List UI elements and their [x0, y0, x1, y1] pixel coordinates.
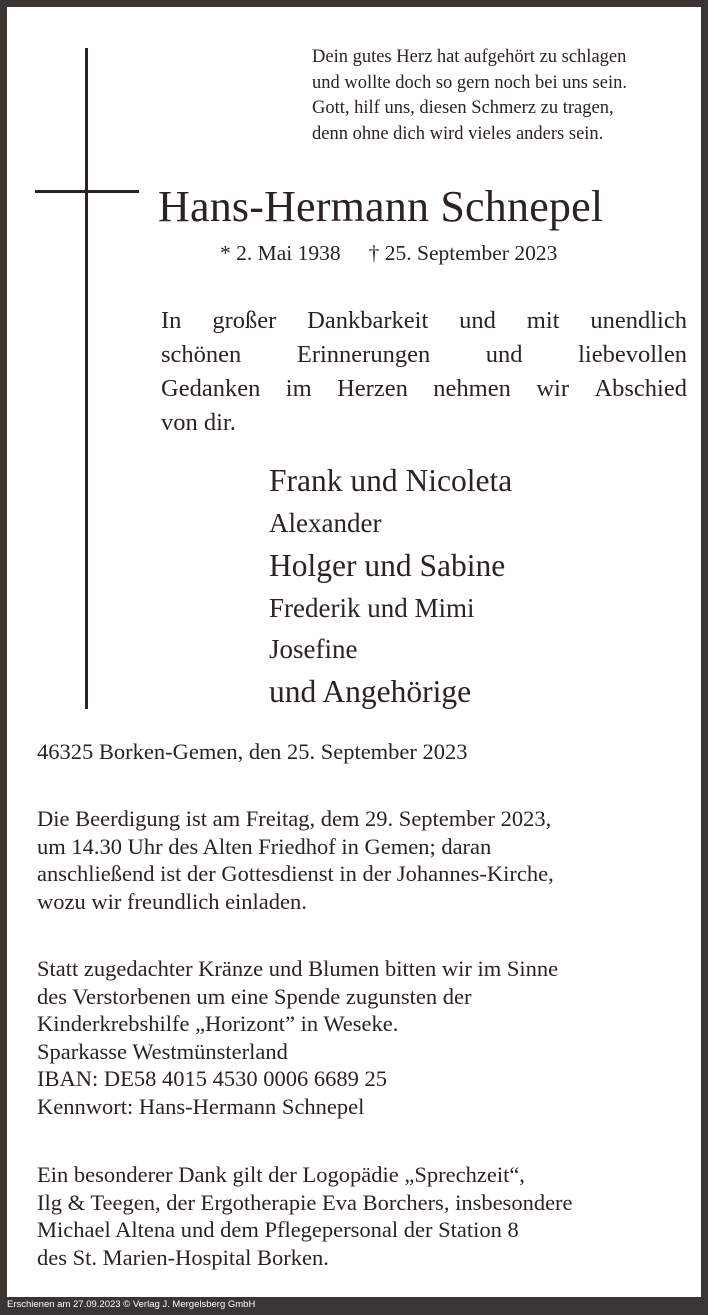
word: wir: [536, 375, 569, 402]
thanks-line: des St. Marien-Hospital Borken.: [37, 1244, 329, 1270]
donation-line: Kinderkrebshilfe „Horizont” in Weseke.: [37, 1011, 399, 1036]
deceased-name: Hans-Hermann Schnepel: [158, 182, 604, 231]
poem-line: Gott, hilf uns, diesen Schmerz zu tragen,: [312, 98, 614, 118]
word: unendlich: [590, 307, 687, 334]
family-member: Alexander: [269, 508, 382, 538]
word: In: [161, 307, 182, 334]
family-member: Holger und Sabine: [269, 548, 506, 583]
cross-icon-vertical-bar: [85, 48, 88, 709]
birth-date: * 2. Mai 1938: [220, 241, 341, 265]
poem-line: Dein gutes Herz hat aufgehört zu schlagen: [312, 47, 627, 67]
family-member: Josefine: [269, 634, 358, 664]
word: schönen: [161, 341, 242, 368]
word: Gedanken: [161, 375, 261, 402]
farewell-line: [161, 304, 687, 338]
funeral-line: um 14.30 Uhr des Alten Friedhof in Gemen; daran: [37, 833, 492, 859]
obituary-notice: [7, 7, 701, 1297]
word: Herzen: [337, 375, 408, 402]
family-member: Frank und Nicoleta: [269, 463, 513, 498]
word: Abschied: [594, 375, 687, 402]
poem-line: denn ohne dich wird vieles anders sein.: [312, 123, 604, 144]
farewell-line: [161, 372, 687, 406]
funeral-line: wozu wir freundlich einladen.: [37, 888, 307, 914]
family-member: und Angehörige: [269, 674, 472, 709]
funeral-line: Die Beerdigung ist am Freitag, dem 29. September 2023,: [37, 806, 552, 831]
farewell-line: [161, 338, 687, 372]
family-member: Frederik und Mimi: [269, 593, 475, 623]
life-dates: [220, 241, 557, 266]
word: großer: [212, 307, 277, 334]
donation-line: Kennwort: Hans-Hermann Schnepel: [37, 1093, 365, 1119]
place-and-date: 46325 Borken-Gemen, den 25. September 2023: [37, 739, 468, 764]
thanks-line: Michael Altena und dem Pflegepersonal der Station 8: [37, 1217, 519, 1242]
donation-line: IBAN: DE58 4015 4530 0006 6689 25: [37, 1066, 387, 1091]
donation-line: Sparkasse Westmünsterland: [37, 1038, 288, 1064]
word: im: [285, 375, 312, 402]
funeral-line: anschließend ist der Gottesdienst in der Johannes-Kirche,: [37, 861, 554, 886]
word: Dankbarkeit: [307, 307, 429, 334]
word: liebevollen: [578, 341, 687, 368]
farewell-text: [161, 304, 687, 440]
poem: [312, 45, 627, 147]
cross-icon-horizontal-bar: [35, 190, 139, 193]
donation-line: Statt zugedachter Kränze und Blumen bitten wir im Sinne: [37, 956, 559, 981]
poem-line: und wollte doch so gern noch bei uns sein.: [312, 72, 627, 93]
farewell-line: von dir.: [161, 409, 236, 436]
word: nehmen: [433, 375, 511, 402]
death-date: † 25. September 2023: [368, 241, 558, 265]
word: und: [485, 341, 523, 368]
thanks-line: Ilg & Teegen, der Ergotherapie Eva Borchers, insbesondere: [37, 1189, 573, 1215]
word: mit: [526, 307, 560, 334]
thanks-info: [37, 1161, 573, 1271]
word: Erinnerungen: [296, 341, 431, 368]
word: und: [459, 307, 496, 334]
publication-footer: Erschienen am 27.09.2023 © Verlag J. Mergelsberg GmbH: [7, 1299, 256, 1310]
thanks-line: Ein besonderer Dank gilt der Logopädie „Sprechzeit“,: [37, 1162, 525, 1187]
funeral-info: [37, 805, 554, 915]
family-list: [269, 459, 512, 714]
donation-info: [37, 955, 558, 1120]
donation-line: des Verstorbenen um eine Spende zugunsten der: [37, 983, 472, 1009]
